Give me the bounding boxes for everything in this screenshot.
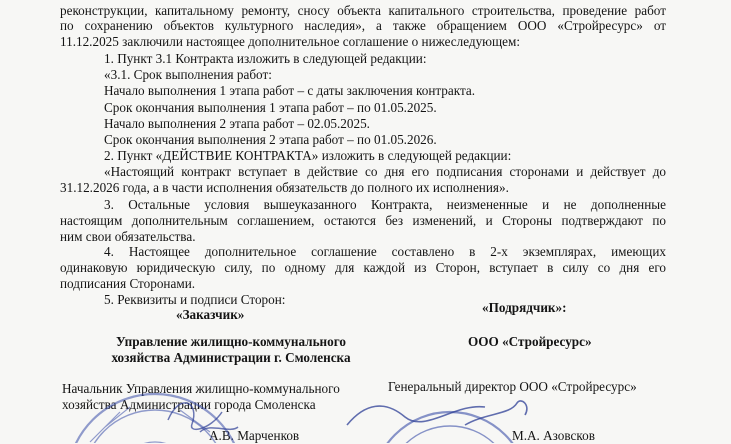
contractor-heading: «Подрядчик»: (482, 300, 567, 315)
customer-heading: «Заказчик» (176, 307, 245, 322)
customer-org-line-2: хозяйства Администрации г. Смоленска (111, 350, 351, 365)
item-1-quote: «3.1. Срок выполнения работ: (104, 67, 272, 82)
item-3-line-3: ним свои обязательства. (60, 229, 196, 244)
customer-org-line-1: Управление жилищно-коммунального (116, 334, 346, 349)
contractor-signatory: М.А. Азовсков (512, 428, 595, 443)
stage-line-1: Начало выполнения 1 этапа работ – с даты заключения контракта. (104, 83, 476, 98)
customer-position-line-2: хозяйства Администрации города Смоленска (62, 397, 316, 412)
contractor-stamp-icon (345, 395, 535, 443)
intro-line-2: по сохранению объектов культурного наследия», а также обращением ООО «Стройресурс» от (60, 18, 666, 33)
item-3-line-1: 3. Остальные условия вышеуказанного Контракта, неизмененные и не дополненные (104, 197, 666, 212)
stage-line-4: Срок окончания выполнения 2 этапа работ – по 01.05.2026. (104, 132, 437, 147)
intro-line-3: 11.12.2025 заключили настоящее дополнительное соглашение о нижеследующем: (60, 34, 521, 49)
item-2-quote-line-1: «Настоящий контракт вступает в действие со дня его подписания сторонами и действует до (104, 164, 666, 179)
customer-signatory: А.В. Марченков (209, 428, 300, 443)
item-2: 2. Пункт «ДЕЙСТВИЕ КОНТРАКТА» изложить в следующей редакции: (104, 148, 512, 163)
intro-line-1: реконструкции, капитальному ремонту, сносу объекта капитального строительства, проведение работ (60, 3, 666, 18)
stage-line-3: Начало выполнения 2 этапа работ – 02.05.2025. (104, 116, 370, 131)
customer-position-line-1: Начальник Управления жилищно-коммунального (62, 381, 340, 396)
item-5: 5. Реквизиты и подписи Сторон: (104, 292, 286, 307)
contractor-org: ООО «Стройресурс» (468, 334, 592, 349)
item-3-line-2: настоящим дополнительным соглашением, остаются без изменений, и Стороны подтверждают по (60, 213, 666, 228)
item-4-line-1: 4. Настоящее дополнительное соглашение составлено в 2-х экземплярах, имеющих (104, 244, 666, 259)
item-4-line-2: одинаковую юридическую силу, по одному для каждой из Сторон, вступает в силу со дня его (60, 260, 666, 275)
item-2-quote-line-2: 31.12.2026 года, а в части исполнения обязательств до полного их исполнения». (60, 180, 509, 195)
stage-line-2: Срок окончания выполнения 1 этапа работ – по 01.05.2025. (104, 100, 437, 115)
item-4-line-3: подписания Сторонами. (60, 276, 196, 291)
contractor-position: Генеральный директор ООО «Стройресурс» (388, 379, 637, 394)
item-1: 1. Пункт 3.1 Контракта изложить в следующей редакции: (104, 51, 427, 66)
